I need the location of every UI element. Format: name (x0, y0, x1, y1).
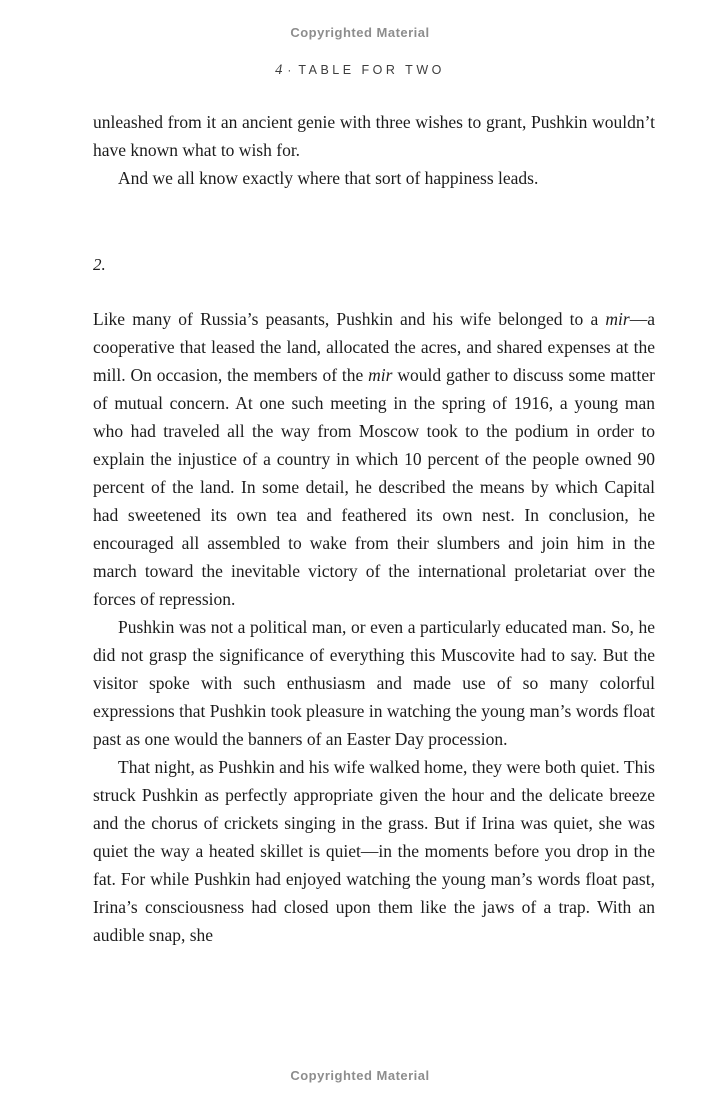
paragraph: Like many of Russia’s peasants, Pushkin and his wife belonged to a mir—a cooperative that leased the land, allocated the acres, and shared expenses at the mill. On occasion, the members of the mir would gather to discuss some matter of mutual concern. At one such meeting in the spring of 1916, a young man who had traveled all the way from Moscow took to the podium in order to explain the injustice of a country in which 10 percent of the people owned 90 percent of the land. In some detail, he described the means by which Capital had sweetened its own tea and feathered its own nest. In conclusion, he encouraged all assembled to wake from their slumbers and join him in the march toward the inevitable victory of the international proletariat over the forces of repression. (93, 309, 655, 609)
paragraph: unleashed from it an ancient genie with three wishes to grant, Pushkin wouldn’t have known what to wish for. (93, 112, 655, 160)
copyright-notice-top: Copyrighted Material (290, 25, 430, 40)
running-head (0, 62, 720, 79)
header-separator-dot: · (287, 63, 292, 77)
copyright-notice-bottom: Copyrighted Material (290, 1068, 430, 1083)
section-number: 2. (93, 255, 106, 274)
book-title: TABLE FOR TWO (298, 63, 445, 77)
page-number: 4 (275, 62, 283, 78)
paragraph: That night, as Pushkin and his wife walked home, they were both quiet. This struck Pushkin as perfectly appropriate given the hour and the delicate breeze and the chorus of crickets singing in the grass. But if Irina was quiet, she was quiet the way a heated skillet is quiet—in the moments before you drop in the fat. For while Pushkin had enjoyed watching the young man’s words float past, Irina’s consciousness had closed upon them like the jaws of a trap. With an audible snap, she (93, 757, 655, 945)
body-text (93, 108, 655, 949)
paragraph: Pushkin was not a political man, or even a particularly educated man. So, he did not grasp the significance of everything this Muscovite had to say. But the visitor spoke with such enthusiasm and made use of so many colorful expressions that Pushkin took pleasure in watching the young man’s words float past as one would the banners of an Easter Day procession. (93, 617, 655, 749)
paragraph: And we all know exactly where that sort of happiness leads. (118, 168, 539, 188)
